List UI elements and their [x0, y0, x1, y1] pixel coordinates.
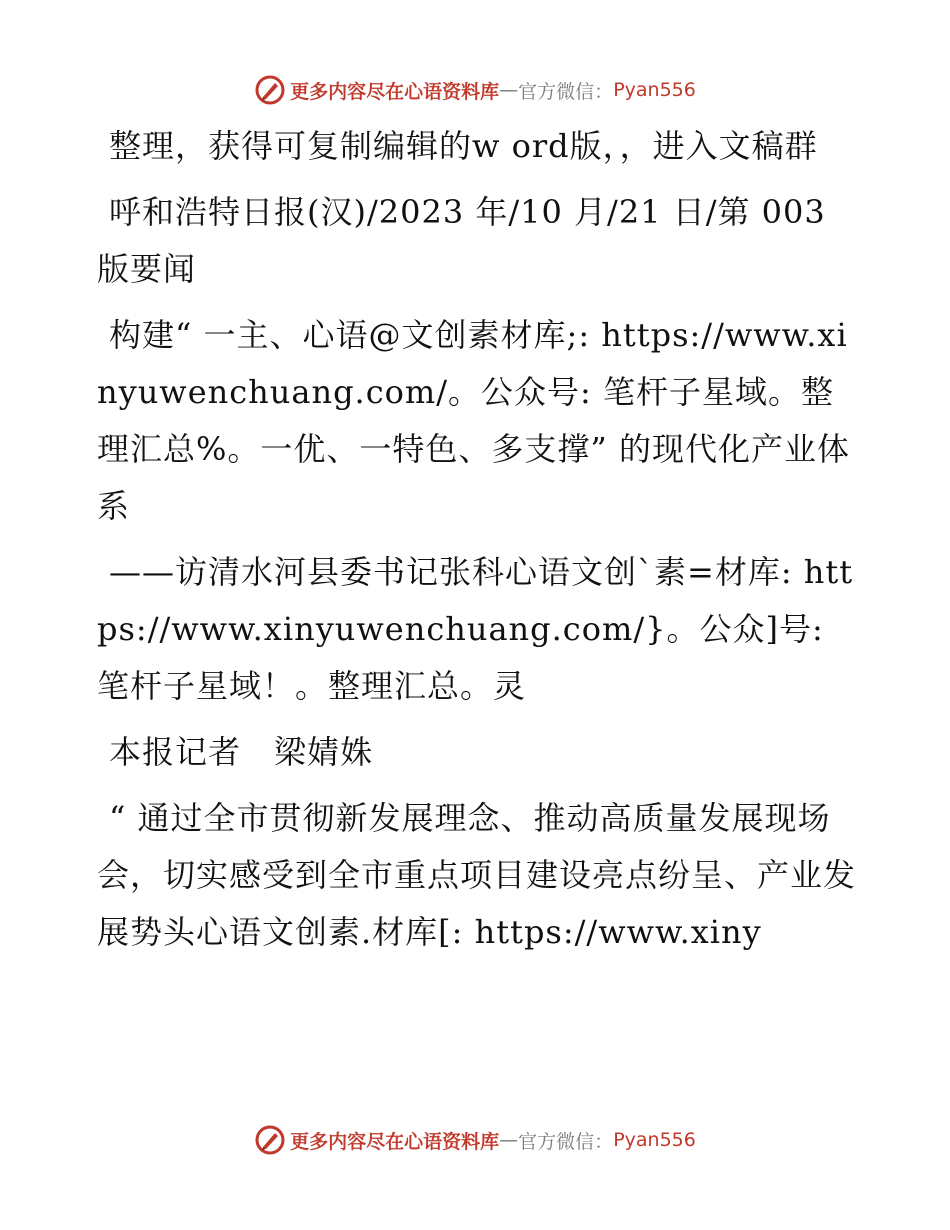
banner-wechat-label: 官方微信： [518, 80, 614, 103]
banner-title: 更多内容尽在心语资料库 [290, 1130, 500, 1153]
paragraph-byline: 本报记者 梁婧姝 [109, 733, 374, 771]
footer-banner [0, 1120, 950, 1160]
paragraph-source: 呼和浩特日报(汉)/2023 年/10 月/21 日/第 003 版要闻 [97, 193, 826, 288]
paragraph-headline: 构建“ 一主、心语@文创素材库;: https://www.xinyuwenchuang.com/。公众号: 笔杆子星域。整理汇总%。一优、一特色、多支撑” 的现代化产业体系 [97, 316, 850, 525]
banner-dash: — [499, 1129, 519, 1151]
banner-wechat-id: Pyan556 [613, 79, 696, 101]
pen-logo-icon [254, 1124, 286, 1156]
document-body [97, 118, 857, 970]
paragraph-body: “ 通过全市贯彻新发展理念、推动高质量发展现场会，切实感受到全市重点项目建设亮点纷呈、产业发展势头心语文创素.材库[: https://www.xiny [97, 799, 857, 951]
banner-title: 更多内容尽在心语资料库 [290, 80, 500, 103]
pen-logo-icon [254, 74, 286, 106]
banner-wechat-label: 官方微信： [518, 1130, 614, 1153]
header-banner [0, 70, 950, 110]
paragraph-subheadline: ——访清水河县委书记张科心语文创`素=材库: https://www.xinyuwenchuang.com/}。公众]号: 笔杆子星域！。整理汇总。灵 [97, 553, 854, 705]
banner-dash: — [499, 79, 519, 101]
paragraph-intro: 整理，获得可复制编辑的w ord版，，进入文稿群 [109, 127, 818, 165]
banner-wechat-id: Pyan556 [613, 1129, 696, 1151]
